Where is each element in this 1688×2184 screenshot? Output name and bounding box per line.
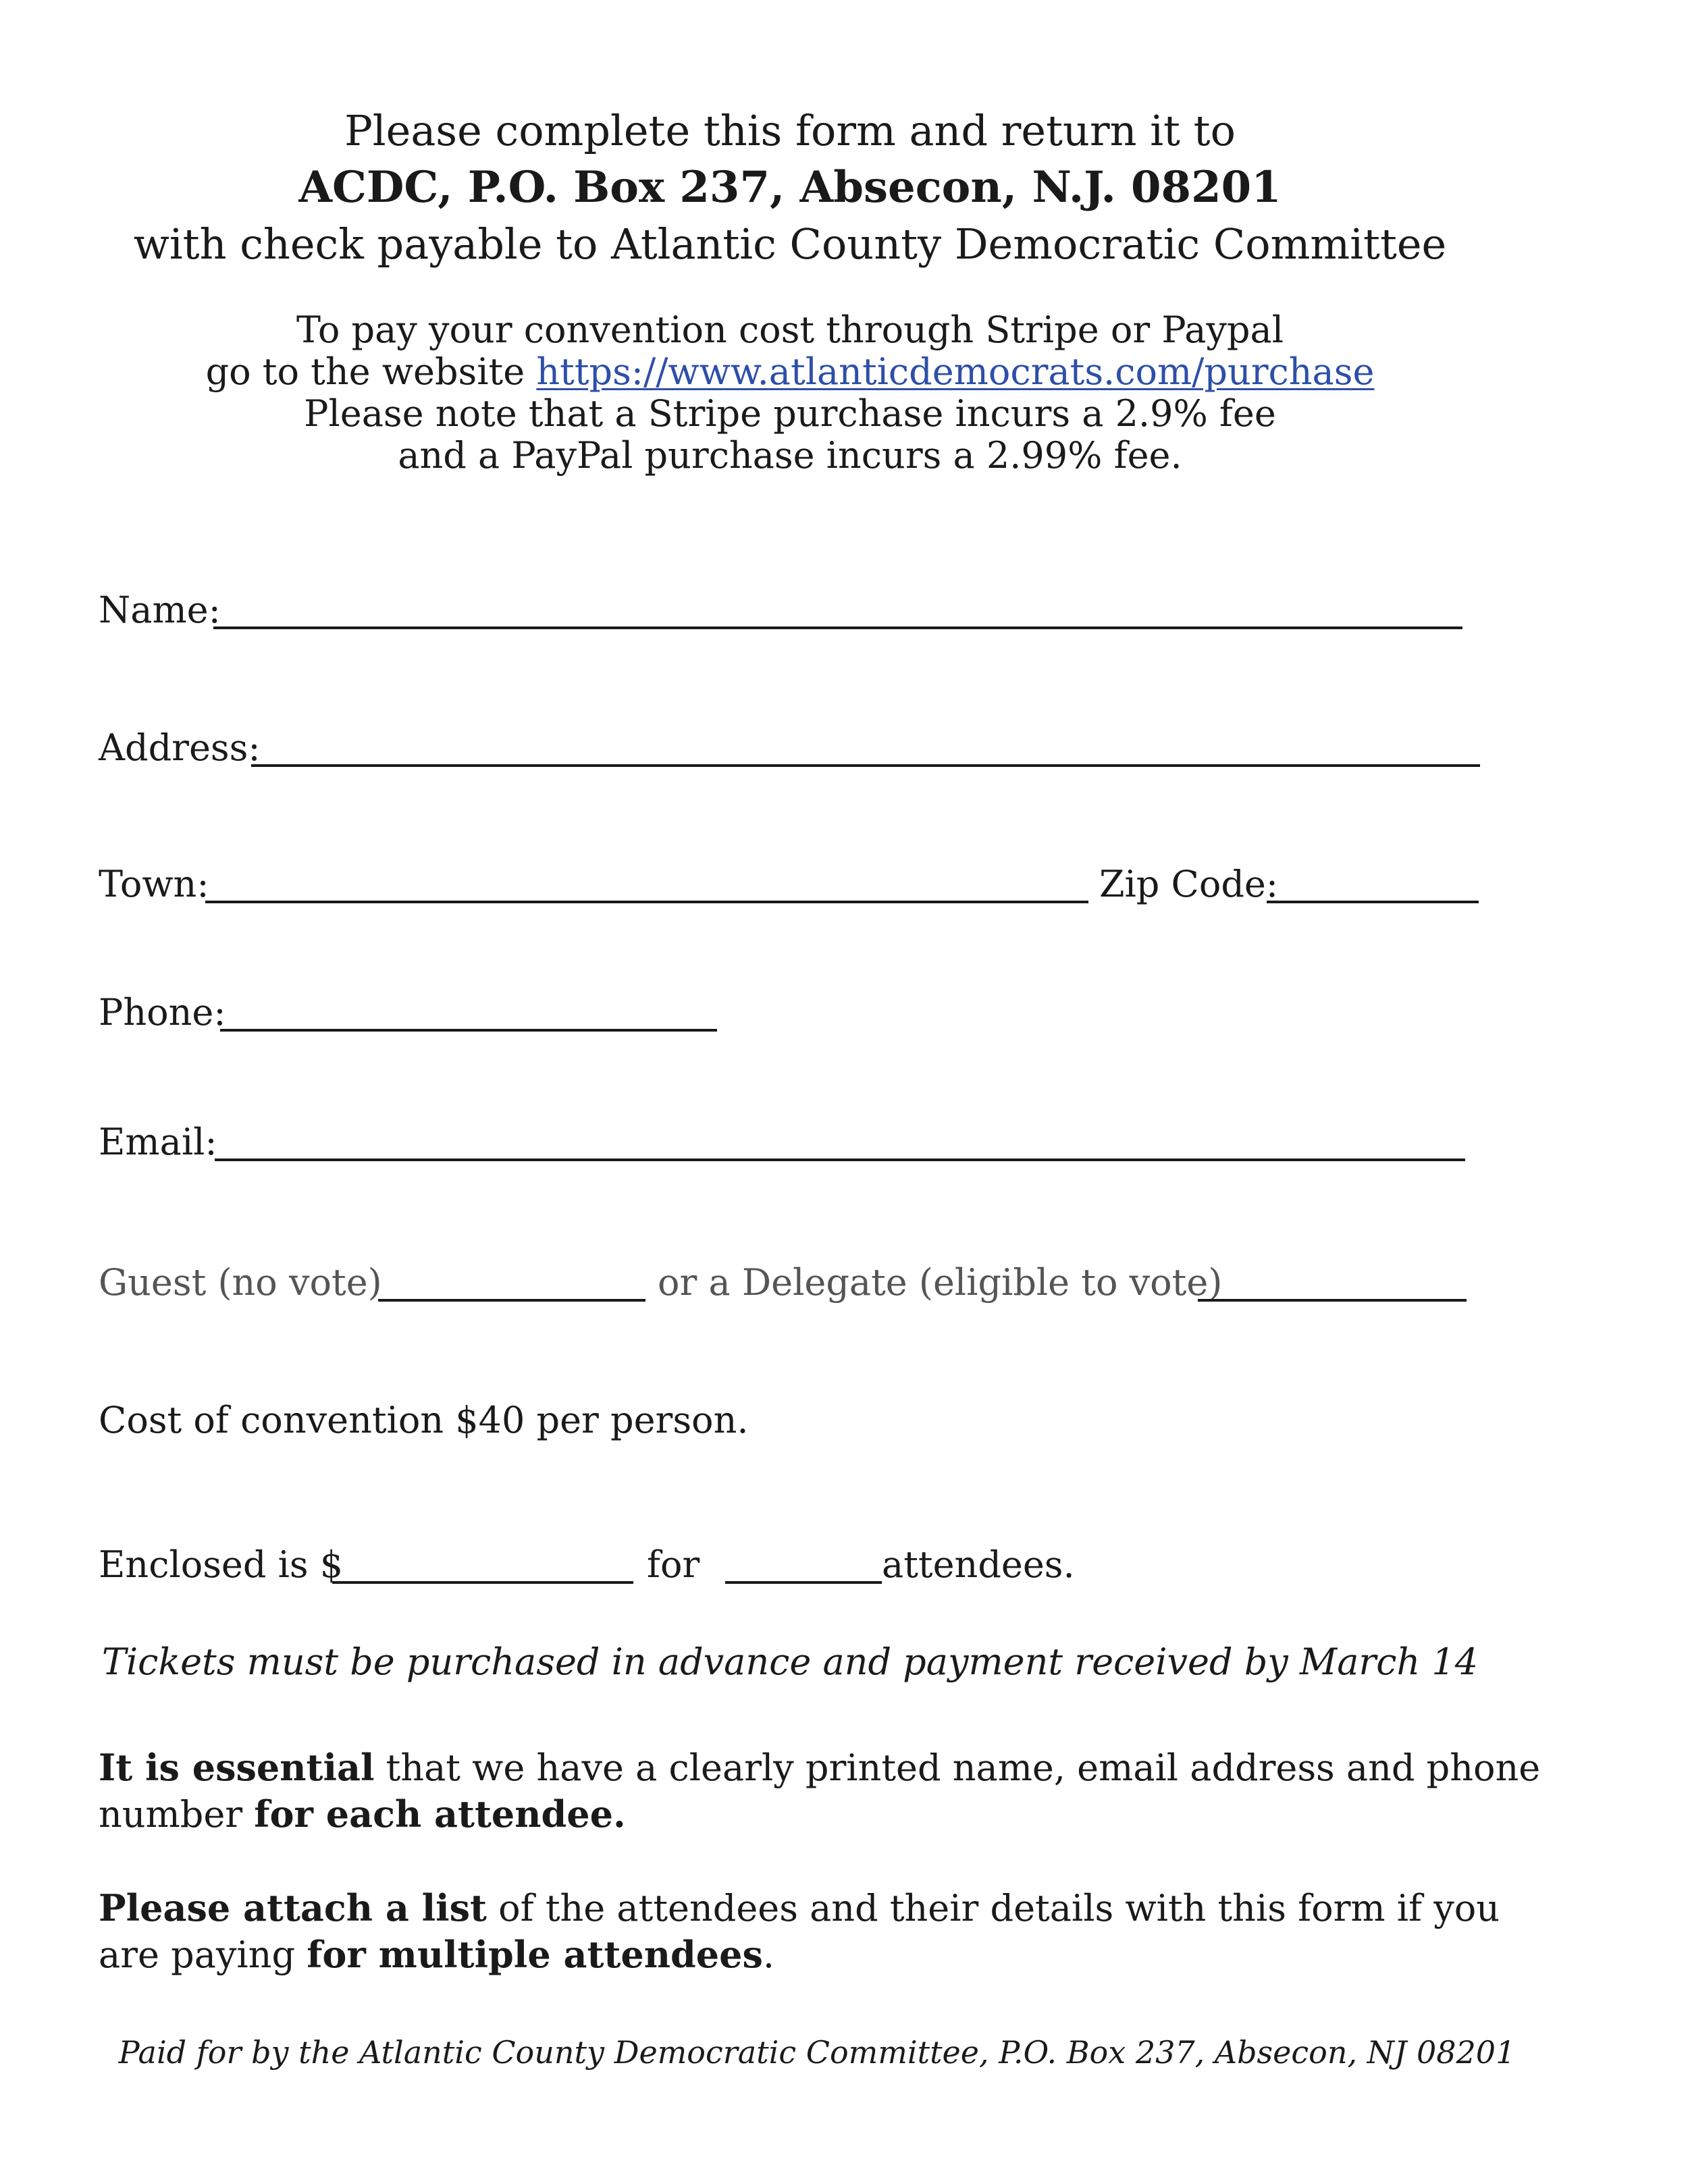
payment-line-2 [0, 351, 1580, 393]
phone-label: Phone: [99, 991, 226, 1034]
header-payable: with check payable to Atlantic County Democratic Committee [133, 219, 1447, 269]
guest-label: Guest (no vote) [99, 1261, 382, 1304]
attendees-label: attendees. [882, 1543, 1075, 1586]
payment-line-3: Please note that a Stripe purchase incurs a 2.9% fee [304, 392, 1276, 435]
payment-line-2-prefix: go to the website [205, 350, 537, 393]
address-field[interactable] [251, 764, 1480, 767]
enclosed-amount-field[interactable] [332, 1581, 633, 1584]
header-instruction: Please complete this form and return it to [344, 106, 1236, 155]
zip-field[interactable] [1267, 901, 1479, 903]
phone-field[interactable] [220, 1029, 717, 1032]
email-field[interactable] [215, 1158, 1465, 1161]
attach-end: . [762, 1934, 775, 1976]
delegate-label: or a Delegate (eligible to vote) [658, 1261, 1223, 1304]
enclosed-label: Enclosed is $ [99, 1543, 344, 1586]
header-address: ACDC, P.O. Box 237, Absecon, N.J. 08201 [298, 162, 1282, 213]
payment-line-1: To pay your convention cost through Stripe or Paypal [296, 309, 1284, 351]
attach-bold: Please attach a list [99, 1886, 487, 1929]
email-label: Email: [99, 1121, 217, 1163]
deadline-note: Tickets must be purchased in advance and payment received by March 14 [101, 1641, 1479, 1683]
name-label: Name: [99, 589, 221, 631]
essential-text: that we have a clearly printed name, email address and phone number [99, 1747, 1541, 1836]
address-label: Address: [99, 726, 261, 769]
guest-field[interactable] [378, 1299, 645, 1302]
attach-text: of the attendees and their details with this form if you are paying [99, 1887, 1500, 1976]
town-label: Town: [99, 863, 209, 905]
essential-bold-2: for each attendee. [254, 1792, 626, 1836]
attach-paragraph [99, 1885, 1557, 1978]
payment-info [0, 309, 1580, 477]
paid-for-footer: Paid for by the Atlantic County Democratic Committee, P.O. Box 237, Absecon, NJ 08201 [118, 2034, 1516, 2071]
name-field[interactable] [213, 627, 1462, 629]
for-label: for [647, 1543, 700, 1586]
attach-bold-2: for multiple attendees [307, 1933, 763, 1976]
essential-paragraph [99, 1744, 1557, 1838]
essential-bold: It is essential [99, 1746, 375, 1789]
delegate-field[interactable] [1198, 1299, 1467, 1302]
zip-label: Zip Code: [1099, 863, 1279, 905]
cost-text: Cost of convention $40 per person. [99, 1399, 749, 1441]
payment-line-4: and a PayPal purchase incurs a 2.99% fee. [398, 434, 1182, 477]
purchase-link[interactable]: https://www.atlanticdemocrats.com/purchase [536, 350, 1375, 393]
town-field[interactable] [205, 901, 1088, 903]
attendee-count-field[interactable] [725, 1581, 882, 1584]
